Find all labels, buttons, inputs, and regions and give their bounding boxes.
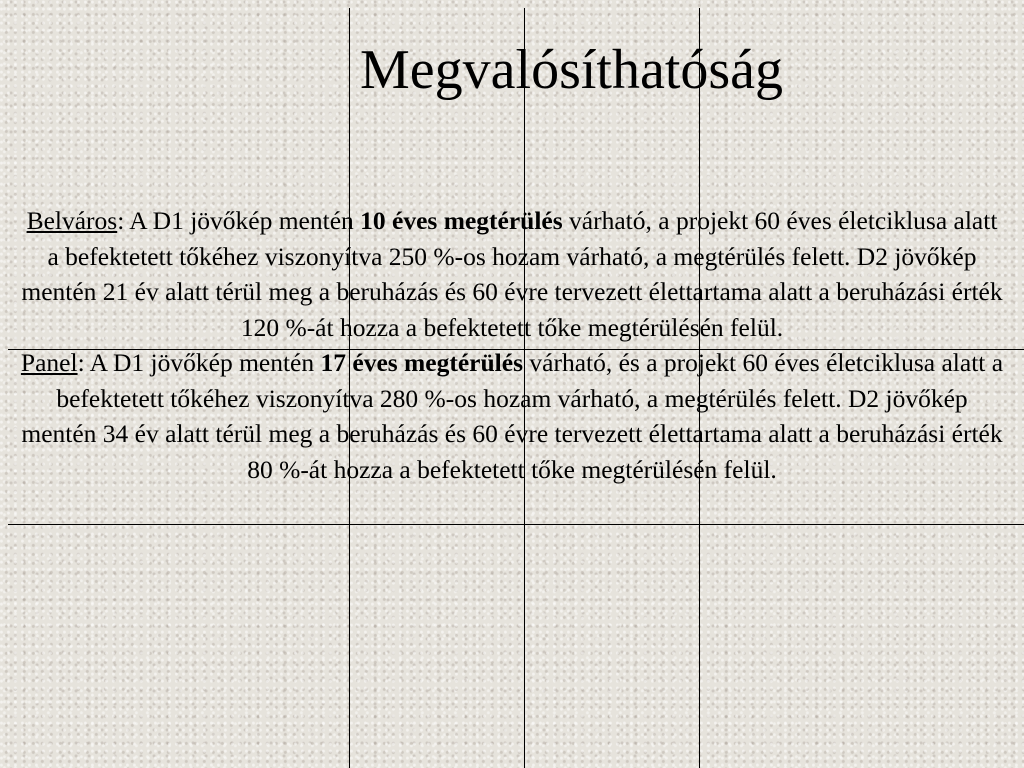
panel-label: Panel xyxy=(20,348,78,377)
panel-text-1: : A D1 jövőkép mentén xyxy=(77,348,321,377)
panel-text-2: várható, és a projekt 60 éves életciklusa alatt a befektetett tőkéhez viszonyítva 280 %-os hozam várható, a megtérülés felett. D2 jövőkép mentén 34 év alatt térül meg a beruházás és 60 évre tervezett élettartama alatt a beruházási érték 80 %-át hozza a befektetett tőke megtérülésén felül. xyxy=(21,348,1004,484)
belvaros-label: Belváros xyxy=(26,206,118,235)
guide-line-horizontal xyxy=(8,524,1024,525)
slide-body xyxy=(20,203,1004,487)
belvaros-text-1: : A D1 jövőkép mentén xyxy=(117,206,361,235)
belvaros-text-2: várható, a projekt 60 éves életciklusa alatt a befektetett tőkéhez viszonyítva 250 %-os hozam várható, a megtérülés felett. D2 jövőkép mentén 21 év alatt térül meg a beruházás és 60 évre tervezett élettartama alatt a beruházási érték 120 %-át hozza a befektetett tőke megtérülésén felül. xyxy=(21,206,1003,342)
belvaros-highlight: 10 éves megtérülés xyxy=(360,206,563,235)
panel-highlight: 17 éves megtérülés xyxy=(320,348,524,377)
slide-title: Megvalósíthatóság xyxy=(360,39,784,101)
